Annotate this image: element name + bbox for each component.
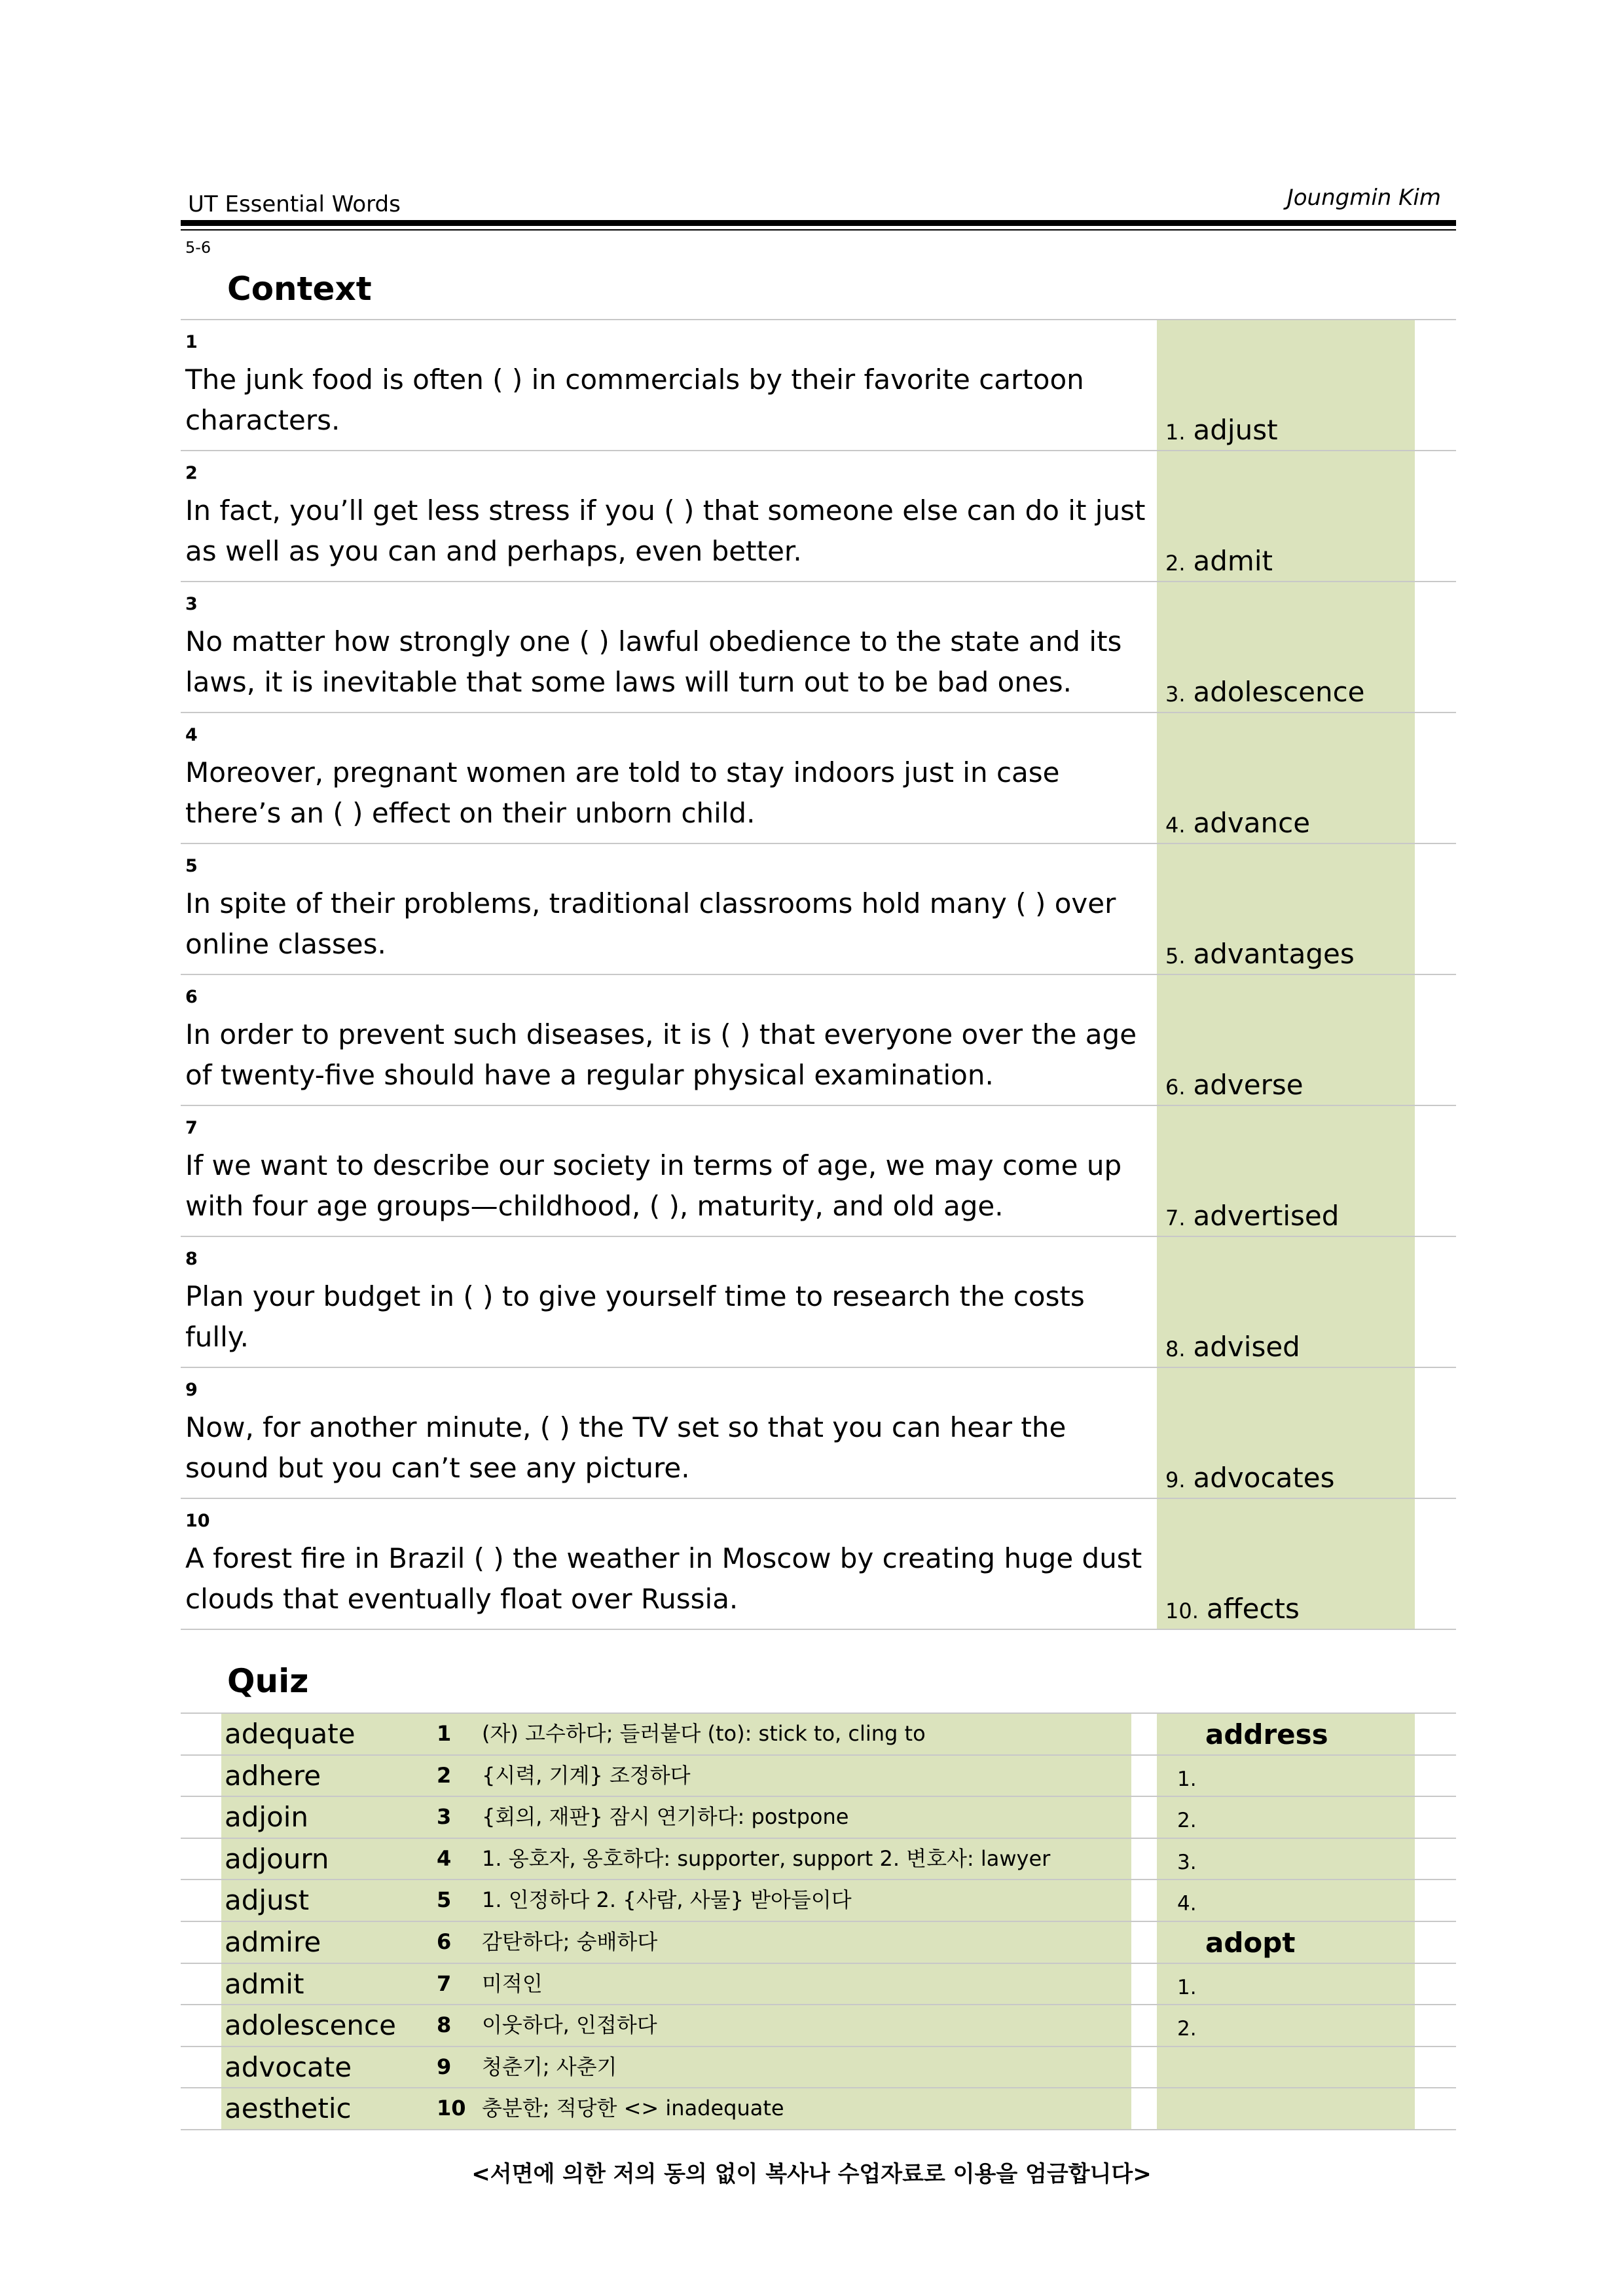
header-rule-thin (181, 229, 1456, 231)
copyright-notice: <서면에 의한 저의 동의 없이 복사나 수업자료로 이용을 엄금합니다> (471, 2161, 1152, 2187)
context-answer-word: adjust (1193, 414, 1278, 446)
context-answer-word: adverse (1193, 1069, 1304, 1101)
context-answer (1165, 1069, 1304, 1101)
context-item-number: 10 (185, 1511, 210, 1531)
context-item-sentence: In order to prevent such diseases, it is ( ) that everyone over the age of twenty-five should have a regular physical examination. (185, 1018, 1137, 1091)
context-answer-word: affects (1206, 1593, 1300, 1625)
context-item-number: 7 (185, 1118, 198, 1138)
context-item-sentence: In fact, you’ll get less stress if you ( ) that someone else can do it just as well as you can and perhaps, even better. (185, 494, 1146, 567)
context-item (181, 1105, 1456, 1236)
quiz-row (181, 1838, 1456, 1879)
context-answer-number: 6. (1165, 1075, 1186, 1100)
quiz-side-entry: 3. (1177, 1850, 1197, 1874)
header-title: UT Essential Words (188, 191, 401, 217)
quiz-row (181, 1963, 1456, 2005)
quiz-number: 4 (437, 1845, 452, 1871)
context-item (181, 843, 1456, 974)
quiz-row (181, 1921, 1456, 1963)
context-item-number: 9 (185, 1380, 198, 1400)
context-item-number: 8 (185, 1249, 198, 1269)
quiz-side-entry: 1. (1177, 1767, 1197, 1791)
context-answer-word: advertised (1193, 1200, 1340, 1232)
context-answer-number: 5. (1165, 944, 1186, 969)
context-bottom-rule (181, 1629, 1456, 1630)
quiz-number: 3 (437, 1804, 452, 1830)
quiz-word: advocate (225, 2050, 352, 2083)
context-answer-word: admit (1193, 545, 1273, 577)
context-answer-number: 10. (1165, 1599, 1199, 1623)
context-item (181, 319, 1456, 450)
context-section-title: Context (227, 270, 372, 308)
context-answer-number: 1. (1165, 420, 1186, 445)
quiz-definition: {시력, 기계} 조정하다 (482, 1762, 691, 1788)
context-item-sentence: Moreover, pregnant women are told to stay indoors just in case there’s an ( ) effect on their unborn child. (185, 756, 1060, 829)
context-item-sentence: Plan your budget in ( ) to give yourself time to research the costs fully. (185, 1280, 1085, 1353)
context-item (181, 974, 1456, 1105)
quiz-bottom-rule (181, 2129, 1456, 2130)
context-item (181, 581, 1456, 712)
context-item (181, 712, 1456, 843)
quiz-side-entry: adopt (1205, 1927, 1296, 1959)
context-item (181, 1236, 1456, 1367)
quiz-row (181, 2046, 1456, 2088)
context-answer-word: adolescence (1193, 676, 1365, 708)
context-answer-word: advocates (1193, 1462, 1335, 1494)
quiz-definition: 충분한; 적당한 <> inadequate (482, 2096, 784, 2121)
quiz-row (181, 1879, 1456, 1921)
quiz-row (181, 2004, 1456, 2046)
quiz-section-title: Quiz (227, 1662, 309, 1700)
quiz-word: adhere (225, 1759, 321, 1792)
quiz-number: 5 (437, 1887, 452, 1913)
quiz-definition: {회의, 재판} 잠시 연기하다: postpone (482, 1804, 849, 1830)
context-item-number: 5 (185, 856, 198, 876)
header-author: Joungmin Kim (1286, 185, 1441, 211)
quiz-definition: 감탄하다; 숭배하다 (482, 1929, 658, 1954)
context-item-number: 4 (185, 725, 198, 745)
quiz-side-entry: address (1205, 1718, 1328, 1750)
quiz-definition: 미적인 (482, 1971, 543, 1996)
quiz-number: 7 (437, 1971, 452, 1996)
context-item-number: 1 (185, 332, 198, 352)
quiz-side-entry: 2. (1177, 1809, 1197, 1833)
quiz-row (181, 1796, 1456, 1838)
quiz-row (181, 1754, 1456, 1796)
quiz-definition: 청춘기; 사춘기 (482, 2054, 617, 2079)
quiz-side-entry: 4. (1177, 1892, 1197, 1916)
quiz-word: adjoin (225, 1801, 309, 1834)
context-answer (1165, 676, 1365, 708)
context-item-number: 6 (185, 987, 198, 1007)
context-answer (1165, 1331, 1300, 1363)
unit-label: 5-6 (185, 238, 211, 257)
context-item (181, 1498, 1456, 1629)
context-answer-number: 4. (1165, 813, 1186, 838)
context-answer-word: advantages (1193, 938, 1355, 970)
header-rule-thick (181, 220, 1456, 226)
context-item-number: 3 (185, 594, 198, 614)
quiz-number: 10 (437, 2096, 466, 2121)
quiz-definition: (자) 고수하다; 들러붙다 (to): stick to, cling to (482, 1721, 926, 1746)
context-answer (1165, 938, 1355, 970)
context-item-sentence: Now, for another minute, ( ) the TV set so that you can hear the sound but you can’t see any picture. (185, 1411, 1067, 1484)
quiz-word: adequate (225, 1718, 356, 1750)
quiz-side-entry: 1. (1177, 1975, 1197, 1999)
context-answer (1165, 414, 1278, 446)
context-answer-number: 2. (1165, 551, 1186, 576)
context-item (181, 1367, 1456, 1498)
context-answer-number: 8. (1165, 1337, 1186, 1361)
quiz-number: 8 (437, 2012, 452, 2038)
quiz-word: admit (225, 1967, 304, 2000)
quiz-number: 1 (437, 1721, 452, 1746)
quiz-row (181, 2087, 1456, 2129)
quiz-number: 9 (437, 2054, 452, 2079)
quiz-word: adolescence (225, 2009, 396, 2042)
context-answer-number: 3. (1165, 682, 1186, 707)
context-answer (1165, 1462, 1335, 1494)
quiz-number: 2 (437, 1762, 452, 1788)
context-answer-number: 9. (1165, 1468, 1186, 1492)
quiz-row (181, 1713, 1456, 1754)
quiz-definition: 1. 옹호자, 옹호하다: supporter, support 2. 변호사: lawyer (482, 1845, 1051, 1871)
context-answer-number: 7. (1165, 1206, 1186, 1231)
context-item-number: 2 (185, 463, 198, 483)
quiz-word: adjust (225, 1884, 310, 1917)
context-answer (1165, 1593, 1300, 1625)
context-answer (1165, 1200, 1339, 1232)
context-item (181, 450, 1456, 581)
context-answer (1165, 807, 1310, 839)
quiz-side-entry: 2. (1177, 2017, 1197, 2041)
quiz-word: adjourn (225, 1842, 329, 1875)
context-item-sentence: The junk food is often ( ) in commercials by their favorite cartoon characters. (185, 363, 1084, 436)
context-item-sentence: A forest fire in Brazil ( ) the weather in Moscow by creating huge dust clouds that eventually float over Russia. (185, 1542, 1142, 1615)
quiz-definition: 1. 인정하다 2. {사람, 사물} 받아들이다 (482, 1887, 852, 1913)
context-item-sentence: No matter how strongly one ( ) lawful obedience to the state and its laws, it is inevitable that some laws will turn out to be bad ones. (185, 625, 1122, 698)
quiz-word: aesthetic (225, 2092, 352, 2125)
context-item-sentence: If we want to describe our society in terms of age, we may come up with four age groups—childhood, ( ), maturity, and old age. (185, 1149, 1122, 1222)
context-answer-word: advised (1193, 1331, 1300, 1363)
context-item-sentence: In spite of their problems, traditional classrooms hold many ( ) over online classes. (185, 887, 1116, 960)
quiz-definition: 이웃하다, 인접하다 (482, 2012, 657, 2038)
context-answer-word: advance (1193, 807, 1311, 839)
context-answer (1165, 545, 1273, 577)
quiz-number: 6 (437, 1929, 452, 1954)
quiz-word: admire (225, 1926, 321, 1958)
